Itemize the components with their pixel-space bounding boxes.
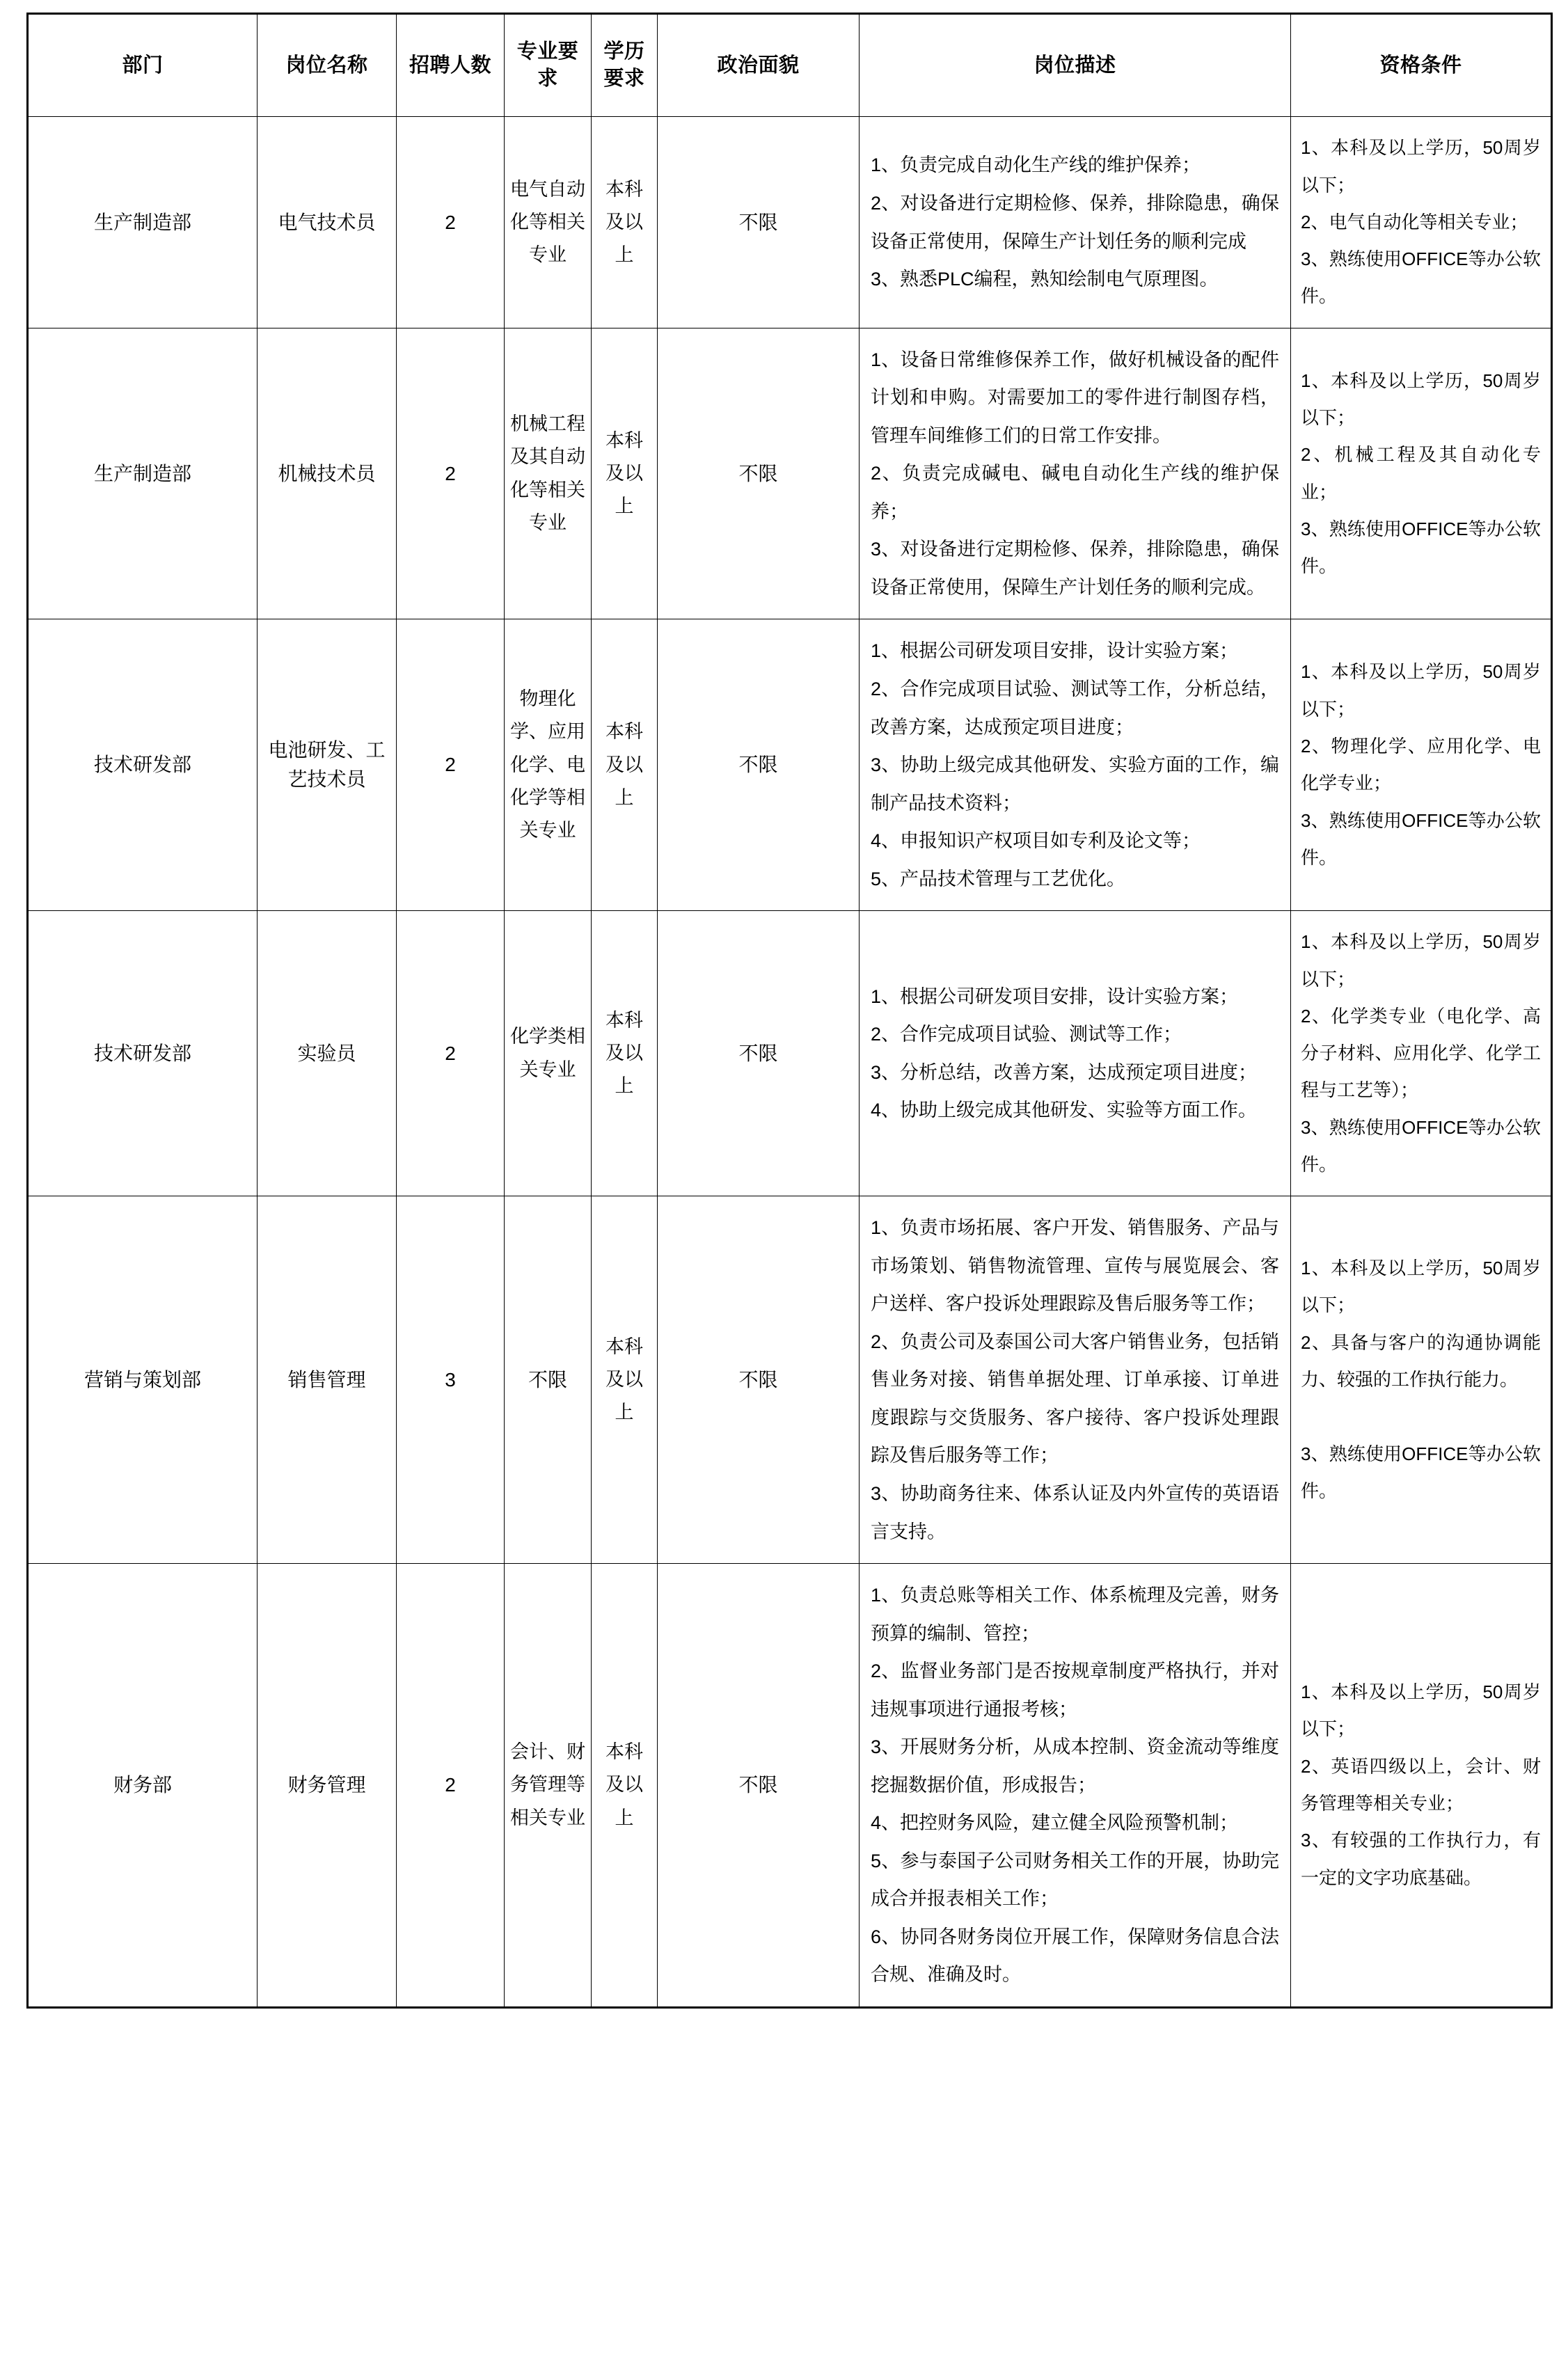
column-header-position: 岗位名称 (258, 14, 397, 117)
cell-position: 财务管理 (258, 1564, 397, 2008)
paragraph: 2、负责完成碱电、碱电自动化生产线的维护保养； (871, 463, 1279, 522)
paragraph: 3、协助商务往来、体系认证及内外宣传的英语语言支持。 (871, 1483, 1279, 1542)
table-row (28, 911, 1552, 1196)
cell-headcount: 2 (397, 328, 505, 619)
cell-description (860, 619, 1291, 911)
paragraph: 2、合作完成项目试验、测试等工作，分析总结，改善方案，达成预定项目进度； (871, 679, 1279, 738)
cell-major-text: 机械工程及其自动化等相关专业 (510, 413, 585, 533)
cell-department: 技术研发部 (28, 619, 258, 911)
paragraph: 2、监督业务部门是否按规章制度严格执行，并对违规事项进行通报考核； (871, 1661, 1279, 1720)
cell-position: 实验员 (258, 911, 397, 1196)
cell-qualification (1291, 911, 1552, 1196)
cell-qualification (1291, 619, 1552, 911)
table-body (28, 117, 1552, 2008)
cell-position: 销售管理 (258, 1196, 397, 1564)
paragraph: 4、申报知识产权项目如专利及论文等； (871, 830, 1201, 852)
cell-headcount: 2 (397, 619, 505, 911)
cell-education-text: 本科及以上 (605, 429, 643, 517)
paragraph: 1、设备日常维修保养工作，做好机械设备的配件计划和申购。对需要加工的零件进行制图存档，管理车间维修工们的日常工作安排。 (871, 349, 1279, 446)
table-row (28, 1564, 1552, 2008)
column-header-qualification: 资格条件 (1291, 14, 1552, 117)
paragraph: 3、熟练使用OFFICE等办公软件。 (1301, 1443, 1541, 1501)
cell-description (860, 911, 1291, 1196)
cell-description (860, 117, 1291, 328)
paragraph: 2、化学类专业（电化学、高分子材料、应用化学、化学工程与工艺等）； (1301, 1005, 1541, 1101)
cell-major: 不限 (505, 1196, 592, 1564)
paragraph: 2、对设备进行定期检修、保养，排除隐患，确保设备正常使用，保障生产计划任务的顺利完成 (871, 192, 1279, 252)
paragraph: 3、熟练使用OFFICE等办公软件。 (1301, 1116, 1541, 1175)
cell-education-text: 本科及以上 (605, 1336, 643, 1423)
paragraph: 1、本科及以上学历，50周岁以下； (1301, 931, 1541, 990)
paragraph: 1、根据公司研发项目安排，设计实验方案； (871, 985, 1239, 1007)
cell-political: 不限 (658, 911, 860, 1196)
cell-major-text: 电气自动化等相关专业 (510, 178, 585, 266)
cell-position: 电气技术员 (258, 117, 397, 328)
cell-education-text: 本科及以上 (605, 178, 643, 266)
cell-education (592, 1196, 658, 1564)
paragraph: 1、本科及以上学历，50周岁以下； (1301, 137, 1541, 196)
cell-education (592, 117, 658, 328)
paragraph: 3、开展财务分析，从成本控制、资金流动等维度挖掘数据价值，形成报告； (871, 1736, 1279, 1796)
cell-major (505, 619, 592, 911)
column-header-political: 政治面貌 (658, 14, 860, 117)
table-row (28, 117, 1552, 328)
paragraph: 5、产品技术管理与工艺优化。 (871, 868, 1126, 889)
cell-major (505, 911, 592, 1196)
paragraph: 2、电气自动化等相关专业； (1301, 211, 1528, 232)
recruitment-table (26, 13, 1553, 2009)
paragraph: 4、协助上级完成其他研发、实验等方面工作。 (871, 1100, 1258, 1121)
paragraph: 2、物理化学、应用化学、电化学专业； (1301, 736, 1541, 794)
cell-education-text: 本科及以上 (605, 721, 643, 808)
cell-qualification (1291, 1564, 1552, 2008)
table-header (28, 14, 1552, 117)
cell-position: 电池研发、工艺技术员 (258, 619, 397, 911)
paragraph: 3、熟练使用OFFICE等办公软件。 (1301, 809, 1541, 868)
paragraph: 2、负责公司及泰国公司大客户销售业务，包括销售业务对接、销售单据处理、订单承接、订单进度跟踪与交货服务、客户接待、客户投诉处理跟踪及售后服务等工作； (871, 1331, 1279, 1466)
paragraph: 3、对设备进行定期检修、保养，排除隐患，确保设备正常使用，保障生产计划任务的顺利完成。 (871, 539, 1279, 598)
paragraph: 1、负责市场拓展、客户开发、销售服务、产品与市场策划、销售物流管理、宣传与展览展会、客户送样、客户投诉处理跟踪及售后服务等工作； (871, 1217, 1279, 1315)
header-row (28, 14, 1552, 117)
cell-major (505, 117, 592, 328)
paragraph: 1、本科及以上学历，50周岁以下； (1301, 661, 1541, 720)
cell-political: 不限 (658, 328, 860, 619)
cell-political: 不限 (658, 1564, 860, 2008)
paragraph (1301, 1398, 1541, 1435)
cell-headcount: 2 (397, 117, 505, 328)
paragraph: 3、熟练使用OFFICE等办公软件。 (1301, 248, 1541, 307)
cell-department: 生产制造部 (28, 328, 258, 619)
cell-department: 技术研发部 (28, 911, 258, 1196)
paragraph: 3、熟练使用OFFICE等办公软件。 (1301, 518, 1541, 577)
cell-department: 财务部 (28, 1564, 258, 2008)
paragraph: 1、本科及以上学历，50周岁以下； (1301, 370, 1541, 429)
cell-headcount: 3 (397, 1196, 505, 1564)
cell-position: 机械技术员 (258, 328, 397, 619)
column-header-description: 岗位描述 (860, 14, 1291, 117)
cell-major-text: 会计、财务管理等相关专业 (510, 1741, 585, 1828)
page-footer-area (53, 2018, 1553, 2039)
cell-major-text: 物理化学、应用化学、电化学等相关专业 (510, 688, 585, 841)
paragraph: 1、根据公司研发项目安排，设计实验方案； (871, 640, 1239, 662)
paragraph: 4、把控财务风险，建立健全风险预警机制； (871, 1812, 1239, 1834)
cell-description (860, 328, 1291, 619)
column-header-major: 专业要求 (505, 14, 592, 117)
column-header-department: 部门 (28, 14, 258, 117)
table-row (28, 619, 1552, 911)
paragraph: 2、英语四级以上，会计、财务管理等相关专业； (1301, 1755, 1541, 1814)
column-header-education: 学历要求 (592, 14, 658, 117)
cell-education (592, 1564, 658, 2008)
cell-description (860, 1196, 1291, 1564)
cell-headcount: 2 (397, 911, 505, 1196)
paragraph: 1、负责总账等相关工作、体系梳理及完善，财务预算的编制、管控； (871, 1585, 1279, 1644)
cell-political: 不限 (658, 1196, 860, 1564)
cell-education (592, 619, 658, 911)
cell-education-text: 本科及以上 (605, 1741, 643, 1828)
paragraph: 3、分析总结，改善方案，达成预定项目进度； (871, 1061, 1258, 1083)
cell-headcount: 2 (397, 1564, 505, 2008)
cell-description (860, 1564, 1291, 2008)
cell-department: 生产制造部 (28, 117, 258, 328)
paragraph: 3、有较强的工作执行力，有一定的文字功底基础。 (1301, 1830, 1541, 1888)
paragraph: 6、协同各财务岗位开展工作，保障财务信息合法合规、准确及时。 (871, 1926, 1279, 1986)
cell-education (592, 328, 658, 619)
paragraph: 5、参与泰国子公司财务相关工作的开展，协助完成合并报表相关工作； (871, 1850, 1279, 1910)
cell-department: 营销与策划部 (28, 1196, 258, 1564)
cell-education (592, 911, 658, 1196)
cell-qualification (1291, 117, 1552, 328)
paragraph: 2、具备与客户的沟通协调能力、较强的工作执行能力。 (1301, 1331, 1541, 1391)
cell-political: 不限 (658, 117, 860, 328)
cell-qualification (1291, 328, 1552, 619)
column-header-headcount: 招聘人数 (397, 14, 505, 117)
paragraph: 1、本科及以上学历，50周岁以下； (1301, 1258, 1541, 1316)
paragraph: 2、机械工程及其自动化专业； (1301, 444, 1541, 502)
paragraph: 3、协助上级完成其他研发、实验方面的工作，编制产品技术资料； (871, 754, 1279, 814)
cell-major (505, 328, 592, 619)
cell-political: 不限 (658, 619, 860, 911)
cell-qualification (1291, 1196, 1552, 1564)
cell-education-text: 本科及以上 (605, 1009, 643, 1097)
paragraph: 3、熟悉PLC编程，熟知绘制电气原理图。 (871, 269, 1219, 290)
table-row (28, 328, 1552, 619)
cell-major-text: 化学类相关专业 (510, 1026, 585, 1080)
cell-major (505, 1564, 592, 2008)
paragraph: 2、合作完成项目试验、测试等工作； (871, 1024, 1182, 1045)
paragraph: 1、本科及以上学历，50周岁以下； (1301, 1681, 1541, 1740)
paragraph: 1、负责完成自动化生产线的维护保养； (871, 155, 1201, 176)
table-row (28, 1196, 1552, 1564)
